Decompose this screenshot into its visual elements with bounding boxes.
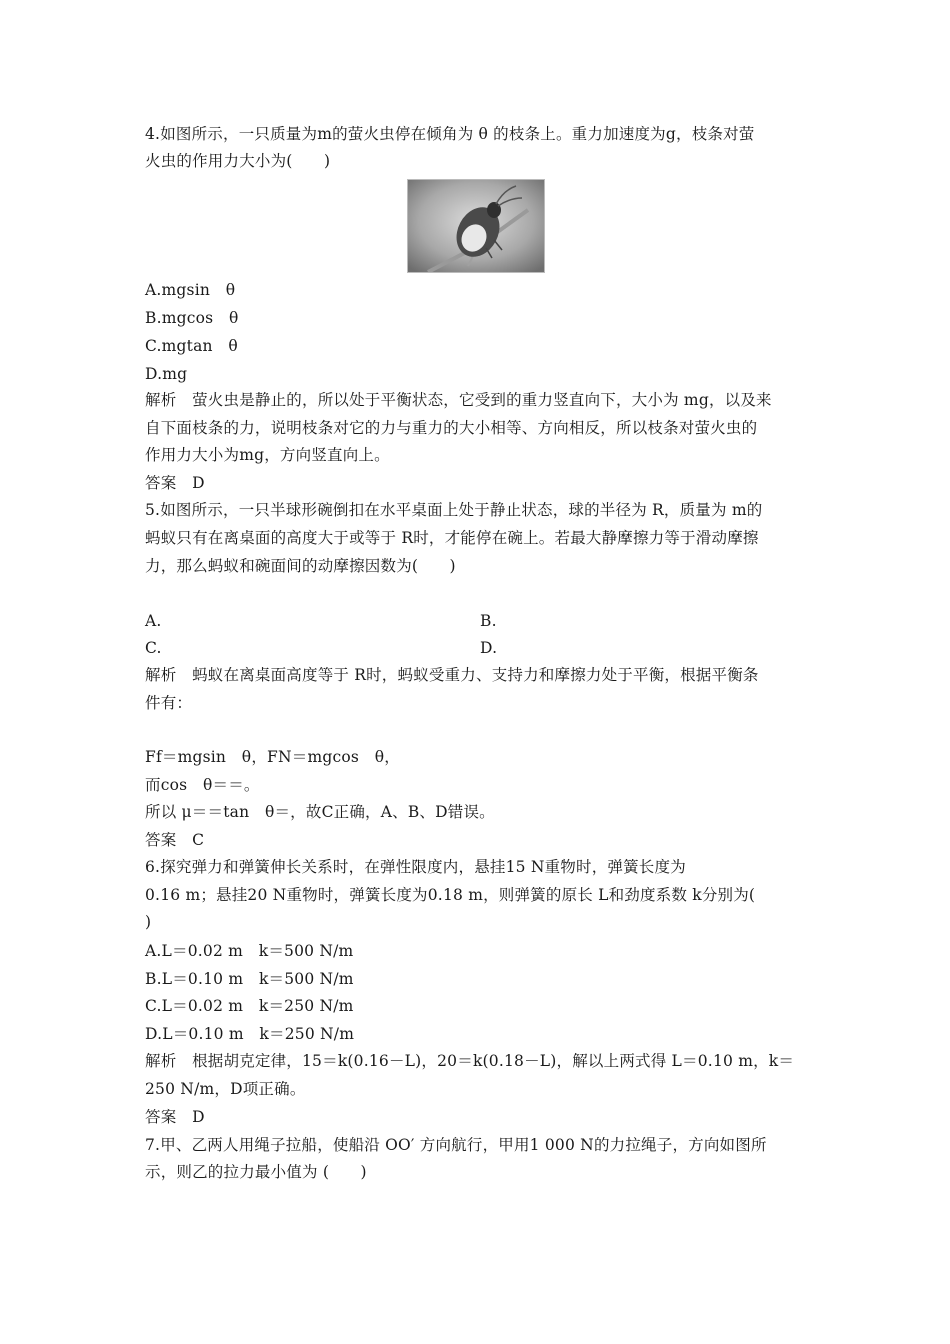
q4-stem-line2: 火虫的作用力大小为( ) (145, 152, 331, 170)
firefly-photo (407, 179, 545, 273)
q5-analysis-line2: 件有： (145, 694, 193, 712)
q4-analysis-line2: 自下面枝条的力，说明枝条对它的力与重力的大小相等、方向相反，所以枝条对萤火虫的 (145, 419, 758, 437)
q4-analysis-line1: 解析 萤火虫是静止的，所以处于平衡状态，它受到的重力竖直向下，大小为 mg，以及来 (145, 391, 772, 409)
q6-stem-line3: ) (145, 913, 152, 931)
q6-answer: 答案 D (145, 1108, 205, 1126)
q5-stem-line3: 力，那么蚂蚁和碗面间的动摩擦因数为( ) (145, 557, 456, 575)
q5-option-b: B. (480, 612, 497, 630)
q5-option-d: D. (480, 639, 498, 657)
q6-stem-line1: 6.探究弹力和弹簧伸长关系时，在弹性限度内，悬挂15 N重物时，弹簧长度为 (145, 858, 686, 876)
q5-stem-line2: 蚂蚁只有在离桌面的高度大于或等于 R时，才能停在碗上。若最大静摩擦力等于滑动摩擦 (145, 529, 759, 547)
q4-option-d: D.mg (145, 365, 188, 383)
q7-stem-line1: 7.甲、乙两人用绳子拉船，使船沿 OO′ 方向航行，甲用1 000 N的力拉绳子，方向如图所 (145, 1136, 767, 1154)
q7-stem-line2: 示，则乙的拉力最小值为 ( ) (145, 1163, 367, 1181)
q4-option-a: A.mgsin θ (145, 281, 236, 299)
q5-option-a: A. (145, 612, 162, 630)
q4-stem-line1: 4.如图所示，一只质量为m的萤火虫停在倾角为 θ 的枝条上。重力加速度为g，枝条对萤 (145, 125, 755, 143)
q6-analysis-line1: 解析 根据胡克定律，15＝k(0.16－L)，20＝k(0.18－L)，解以上两式得 L＝0.10 m，k＝ (145, 1052, 795, 1070)
q5-answer: 答案 C (145, 831, 205, 849)
firefly-on-branch-image (408, 180, 544, 272)
q4-analysis-line3: 作用力大小为mg，方向竖直向上。 (145, 446, 390, 464)
q5-equation-2: 而cos θ＝＝。 (145, 776, 260, 794)
q6-option-b: B.L＝0.10 m k＝500 N/m (145, 970, 354, 988)
q4-answer: 答案 D (145, 474, 205, 492)
q6-analysis-line2: 250 N/m，D项正确。 (145, 1080, 306, 1098)
q5-equation-3: 所以 μ＝＝tan θ＝，故C正确，A、B、D错误。 (145, 803, 495, 821)
q5-stem-line1: 5.如图所示，一只半球形碗倒扣在水平桌面上处于静止状态，球的半径为 R，质量为 m的 (145, 501, 763, 519)
q5-equation-1: Ff＝mgsin θ，FN＝mgcos θ， (145, 748, 400, 766)
q6-option-c: C.L＝0.02 m k＝250 N/m (145, 997, 354, 1015)
q4-option-b: B.mgcos θ (145, 309, 239, 327)
q4-option-c: C.mgtan θ (145, 337, 238, 355)
q6-stem-line2: 0.16 m；悬挂20 N重物时，弹簧长度为0.18 m，则弹簧的原长 L和劲度系数 k分别为( (145, 886, 756, 904)
q6-option-d: D.L＝0.10 m k＝250 N/m (145, 1025, 355, 1043)
q6-option-a: A.L＝0.02 m k＝500 N/m (145, 942, 354, 960)
q5-analysis-line1: 解析 蚂蚁在离桌面高度等于 R时，蚂蚁受重力、支持力和摩擦力处于平衡，根据平衡条 (145, 666, 759, 684)
q5-option-c: C. (145, 639, 162, 657)
